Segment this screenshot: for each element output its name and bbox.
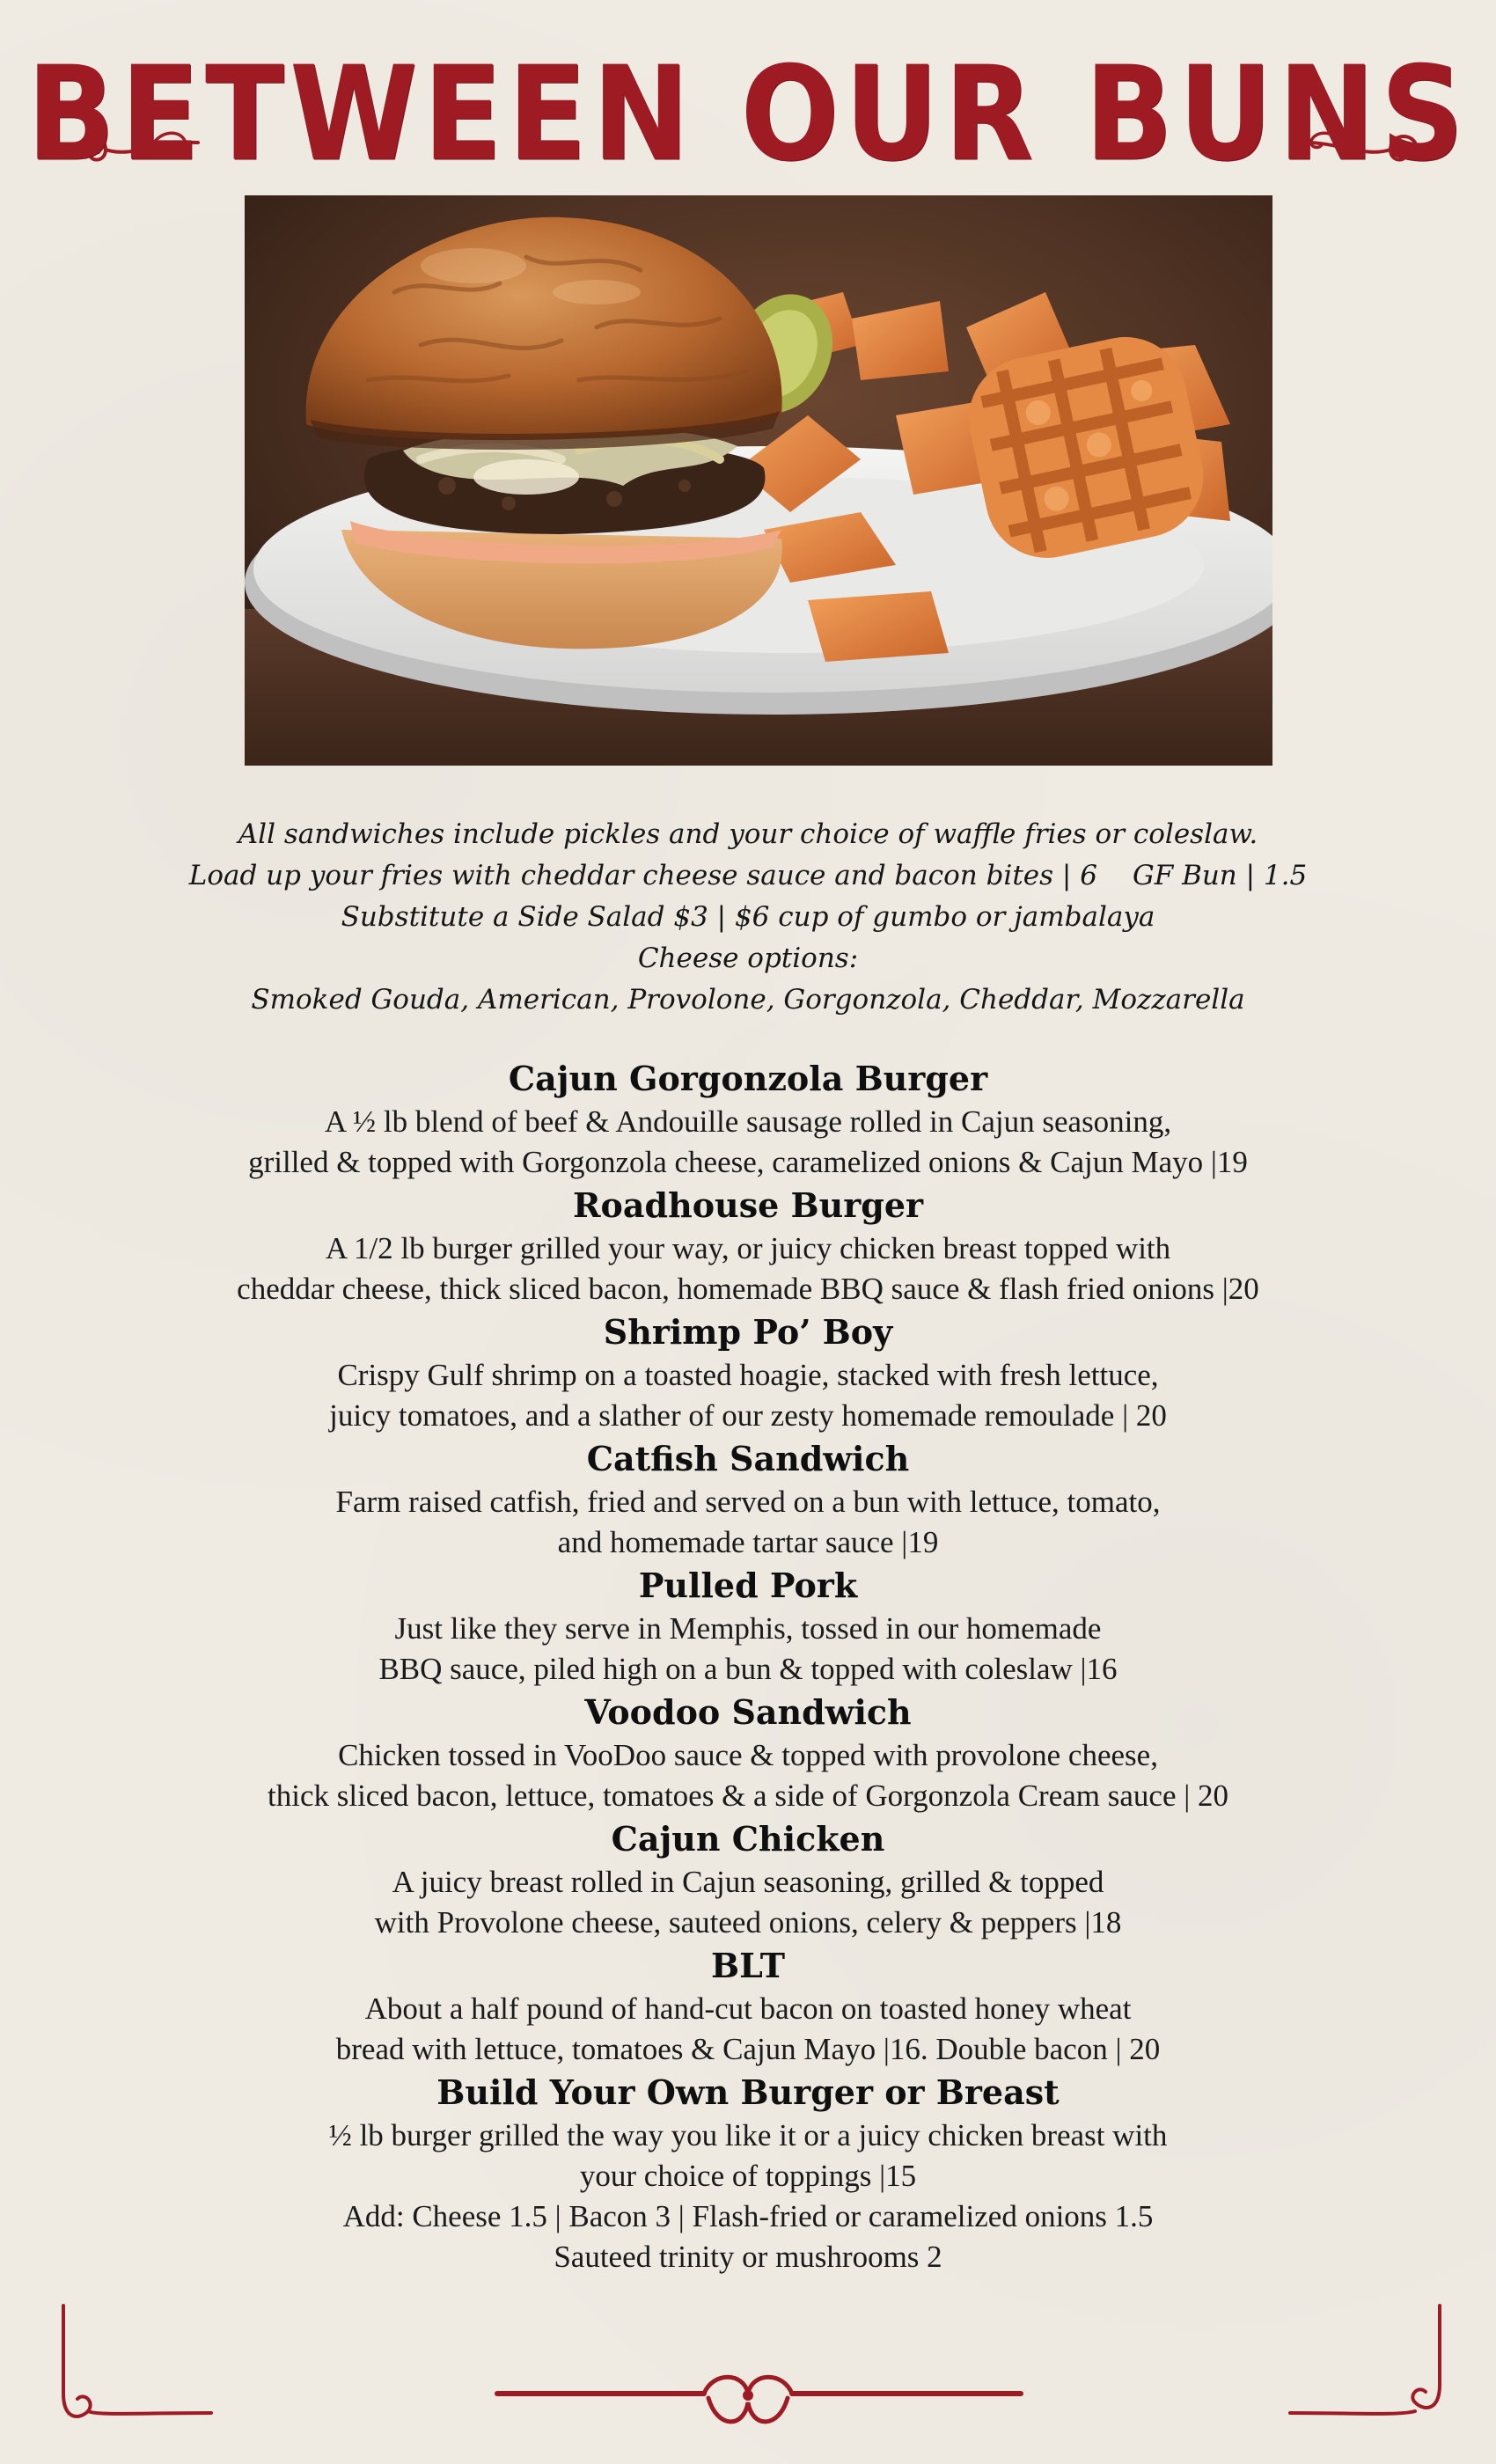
item-name: Cajun Chicken — [611, 1819, 885, 1859]
menu-item-cajun-chicken — [132, 1816, 1364, 1943]
intro-line-3: Substitute a Side Salad $3 | $6 cup of gumbo or jambalaya — [341, 901, 1155, 933]
item-desc-line: thick sliced bacon, lettuce, tomatoes & a side of Gorgonzola Cream sauce | 20 — [268, 1778, 1228, 1813]
item-desc-line: A ½ lb blend of beef & Andouille sausage rolled in Cajun seasoning, — [324, 1104, 1172, 1139]
menu-item-build-your-own — [132, 2070, 1364, 2277]
item-desc-line: juicy tomatoes, and a slather of our zesty homemade remoulade | 20 — [329, 1398, 1167, 1433]
item-name: Build Your Own Burger or Breast — [436, 2072, 1060, 2112]
menu-item-blt — [132, 1943, 1364, 2070]
fries-upgrade-text: Load up your fries with cheddar cheese sauce and bacon bites | 6 — [188, 860, 1097, 891]
item-name: Roadhouse Burger — [572, 1185, 924, 1225]
item-name: Catfish Sandwich — [586, 1439, 910, 1478]
item-desc-line: with Provolone cheese, sauteed onions, celery & peppers |18 — [374, 1905, 1122, 1940]
item-name: BLT — [710, 1946, 785, 1985]
item-desc-line: Crispy Gulf shrimp on a toasted hoagie, stacked with fresh lettuce, — [337, 1358, 1159, 1392]
intro-line-4: Cheese options: — [637, 942, 859, 974]
item-desc-line: bread with lettuce, tomatoes & Cajun Mayo |16. Double bacon | 20 — [335, 2032, 1161, 2066]
header — [0, 35, 1496, 194]
menu-item-pulled-pork — [132, 1563, 1364, 1690]
menu-item-roadhouse-burger — [132, 1183, 1364, 1309]
item-desc-line: ½ lb burger grilled the way you like it or a juicy chicken breast with — [328, 2118, 1168, 2152]
intro-line-2 — [132, 855, 1364, 897]
item-desc-line: A juicy breast rolled in Cajun seasoning, grilled & topped — [392, 1865, 1104, 1899]
item-desc-line: Chicken tossed in VooDoo sauce & topped with provolone cheese, — [338, 1738, 1158, 1772]
menu-list — [132, 1056, 1364, 2277]
intro-line-5: Smoked Gouda, American, Provolone, Gorgonzola, Cheddar, Mozzarella — [251, 984, 1245, 1016]
item-desc-line: About a half pound of hand-cut bacon on toasted honey wheat — [364, 1991, 1132, 2026]
item-desc-line: Just like they serve in Memphis, tossed in our homemade — [394, 1611, 1102, 1646]
item-desc-line: grilled & topped with Gorgonzola cheese, caramelized onions & Cajun Mayo |19 — [248, 1145, 1248, 1179]
item-name: Shrimp Po’ Boy — [603, 1312, 893, 1352]
item-desc-line: Farm raised catfish, fried and served on a bun with lettuce, tomato, — [335, 1485, 1161, 1519]
bottom-ornaments-icon — [0, 2288, 1496, 2464]
item-desc-line: your choice of toppings |15 — [579, 2159, 917, 2193]
gf-bun-text: GF Bun | 1.5 — [1132, 860, 1308, 891]
item-name: Cajun Gorgonzola Burger — [508, 1059, 988, 1098]
menu-item-shrimp-po-boy — [132, 1309, 1364, 1436]
item-desc-line: and homemade tartar sauce |19 — [557, 1525, 939, 1559]
intro-notes — [132, 814, 1364, 1021]
menu-item-voodoo-sandwich — [132, 1690, 1364, 1816]
menu-item-cajun-gorgonzola-burger — [132, 1056, 1364, 1183]
burger-with-fries-illustration — [245, 195, 1272, 766]
item-desc-line: Add: Cheese 1.5 | Bacon 3 | Flash-fried or caramelized onions 1.5 — [342, 2199, 1154, 2233]
item-desc-line: Sauteed trinity or mushrooms 2 — [554, 2240, 942, 2274]
item-name: Voodoo Sandwich — [584, 1692, 912, 1732]
item-name: Pulled Pork — [638, 1566, 858, 1605]
burger-photo — [245, 195, 1272, 766]
intro-line-1: All sandwiches include pickles and your choice of waffle fries or coleslaw. — [238, 818, 1258, 850]
flourish-right-icon — [1294, 123, 1426, 176]
item-desc-line: BBQ sauce, piled high on a bun & topped with coleslaw |16 — [378, 1652, 1118, 1686]
page-title: BETWEEN OUR BUNS — [26, 38, 1470, 191]
item-desc-line: cheddar cheese, thick sliced bacon, homemade BBQ sauce & flash fried onions |20 — [237, 1272, 1259, 1306]
menu-item-catfish-sandwich — [132, 1436, 1364, 1563]
item-desc-line: A 1/2 lb burger grilled your way, or juicy chicken breast topped with — [325, 1231, 1171, 1265]
